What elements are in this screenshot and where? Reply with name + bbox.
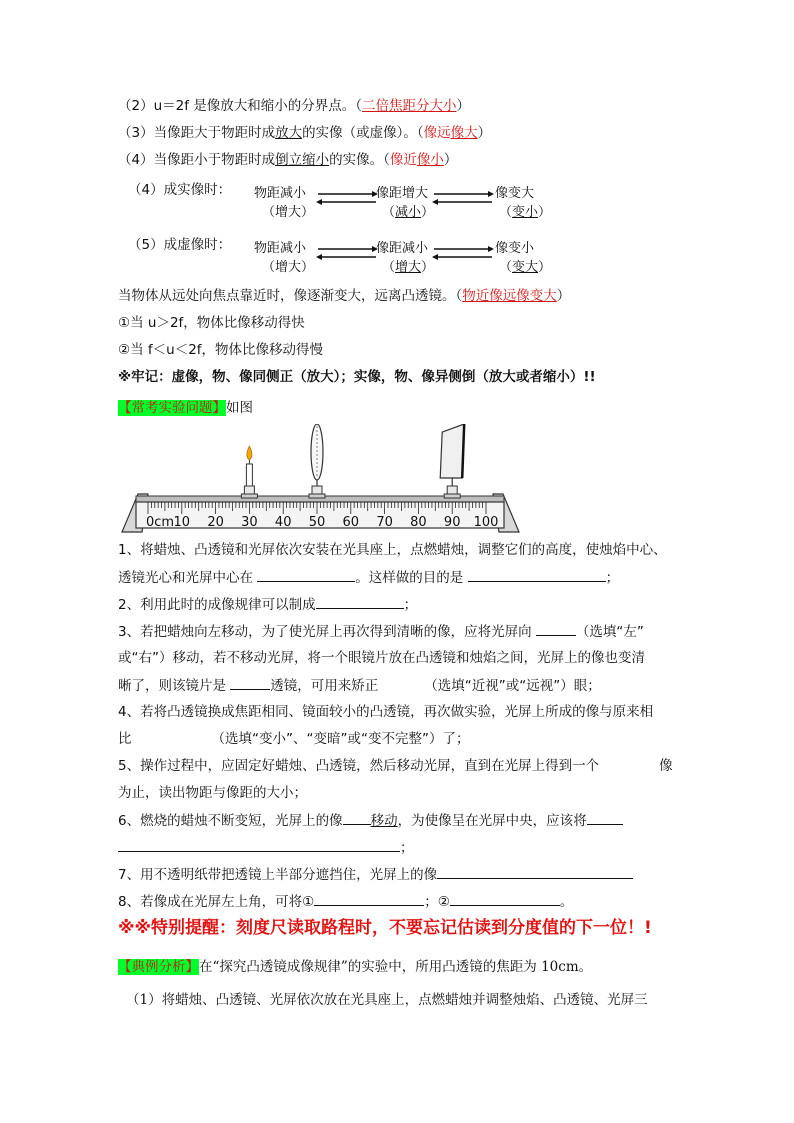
example-header: 【典例分析】在“探究凸透镜成像规律”的实验中，所用凸透镜的焦距为 10cm。 <box>118 959 593 975</box>
q3-blank-1[interactable] <box>536 621 576 636</box>
double-arrow-icon <box>316 243 378 263</box>
ruler-label: 20 <box>207 515 224 530</box>
q4-line-b: 比 （选填“变小”、“变暗”或“变不完整”）了； <box>118 731 470 747</box>
q7-line: 7、用不透明纸带把透镜上半部分遮挡住，光屏上的像 <box>118 864 633 885</box>
q8-blank-2[interactable] <box>450 891 560 906</box>
experiment-header: 【常考实验问题】如图 <box>118 400 253 416</box>
q5-line-c: 为止，读出物距与像距的大小； <box>118 785 307 801</box>
example-subquestion: （1）将蜡烛、凸透镜、光屏依次放在光具座上，点燃蜡烛并调整烛焰、凸透镜、光屏三 <box>126 992 648 1008</box>
flow-real-c-bot: （变小） <box>499 205 552 220</box>
double-arrow-icon <box>432 188 494 208</box>
ruler-label: 80 <box>410 515 427 530</box>
q3-line-d: 晰了，则该镜片是 透镜，可用来矫正 （选填“近视”或“远视”）眼； <box>118 675 601 696</box>
q6-blank-3[interactable] <box>118 837 400 852</box>
ruler-label: 70 <box>376 515 393 530</box>
q1-blank-2[interactable] <box>468 567 606 582</box>
memo-line: ※牢记：虚像，物、像同侧正（放大）；实像，物、像异侧倒（放大或者缩小）!! <box>118 369 596 385</box>
q7-blank[interactable] <box>437 864 633 879</box>
holder-clamp <box>444 494 460 498</box>
flow-virtual-a-bot: （增大） <box>262 260 315 275</box>
ruler-label: 40 <box>274 515 292 530</box>
case-2: ②当 f＜u＜2f，物体比像移动得慢 <box>118 342 324 358</box>
flow-real-label: （4）成实像时： <box>128 182 232 198</box>
q3-line-c: 或“右”）移动，若不移动光屏，将一个眼镜片放在凸透镜和烛焰之间，光屏上的像也变清 <box>118 650 645 666</box>
q6-blank-2[interactable] <box>587 810 623 825</box>
q4-line-a: 4、若将凸透镜换成焦距相同、镜面较小的凸透镜，再次做实验，光屏上所成的像与原来相 <box>118 704 654 720</box>
q2-line: 2、利用此时的成像规律可以制成 ； <box>118 594 417 615</box>
q5-line-a: 5、操作过程中，应固定好蜡烛、凸透镜，然后移动光屏，直到在光屏上得到一个 像 <box>118 758 673 774</box>
summary-line: 当物体从远处向焦点靠近时，像逐渐变大，远离凸透镜。（物近像远像变大） <box>118 288 571 304</box>
q3-blank-2[interactable] <box>230 675 270 690</box>
flow-virtual-c-bot: （变大） <box>499 260 552 275</box>
double-arrow-icon <box>432 243 494 263</box>
q1-blank-1[interactable] <box>257 567 355 582</box>
flow-virtual-label: （5）成虚像时： <box>128 237 232 253</box>
experiment-tag: 【常考实验问题】 <box>118 400 226 416</box>
q6-line-a: 6、燃烧的蜡烛不断变短，光屏上的像 移动，为使像呈在光屏中央，应该将 <box>118 810 623 831</box>
ruler-label: 10 <box>173 515 191 530</box>
flow-virtual-a-top: 物距减小 <box>254 241 307 256</box>
q3-line-a: 3、若把蜡烛向左移动，为了使光屏上再次得到清晰的像，应将光屏向 （选填“左” <box>118 621 644 642</box>
flow-real-b-bot: （减小） <box>382 205 435 220</box>
special-reminder: ※※特别提醒：刻度尺读取路程时，不要忘记估读到分度值的下一位！! <box>118 918 652 938</box>
ruler-label: 0cm <box>146 515 175 530</box>
flow-real-c-top: 像变大 <box>495 186 535 201</box>
optical-bench-diagram <box>118 424 523 536</box>
rule-4: （4）当像距小于物距时成倒立缩小的实像。（像近像小） <box>118 152 458 168</box>
light-screen <box>440 424 464 478</box>
q2-blank[interactable] <box>316 594 404 609</box>
ruler-label: 100 <box>473 515 499 530</box>
q1-line-a: 1、将蜡烛、凸透镜和光屏依次安装在光具座上，点燃蜡烛，调整它们的高度，使烛焰中心、 <box>118 542 667 558</box>
q6-line-b: ； <box>118 837 414 858</box>
double-arrow-icon <box>316 188 378 208</box>
holder-clamp <box>309 494 325 498</box>
q8-line: 8、若像成在光屏左上角，可将① ；② 。 <box>118 891 573 912</box>
q1-line-b: 透镜光心和光屏中心在 。这样做的目的是 ； <box>118 567 619 588</box>
case-1: ①当 u＞2f，物体比像移动得快 <box>118 315 305 331</box>
flow-real-b-top: 像距增大 <box>376 186 429 201</box>
candle-body <box>246 464 252 486</box>
ruler-label: 60 <box>342 515 360 530</box>
ruler-label: 30 <box>241 515 258 530</box>
ruler-label: 50 <box>308 515 326 530</box>
flow-virtual-b-top: 像距减小 <box>376 241 429 256</box>
q8-blank-1[interactable] <box>314 891 424 906</box>
flow-real-a-top: 物距减小 <box>254 186 307 201</box>
rule-3: （3）当像距大于物距时成放大的实像（或虚像）。（像远像大） <box>118 125 492 141</box>
flow-real-a-bot: （增大） <box>262 205 315 220</box>
rule-2: （2）u＝2f 是像放大和缩小的分界点。（二倍焦距分大小） <box>118 98 471 114</box>
ruler-label: 90 <box>443 515 461 530</box>
flow-virtual-b-bot: （增大） <box>382 260 435 275</box>
candle-flame-icon <box>247 446 252 460</box>
holder-clamp <box>241 494 257 498</box>
example-tag: 【典例分析】 <box>118 959 199 975</box>
q6-blank-1[interactable] <box>343 810 371 825</box>
flow-virtual-c-top: 像变小 <box>495 241 535 256</box>
